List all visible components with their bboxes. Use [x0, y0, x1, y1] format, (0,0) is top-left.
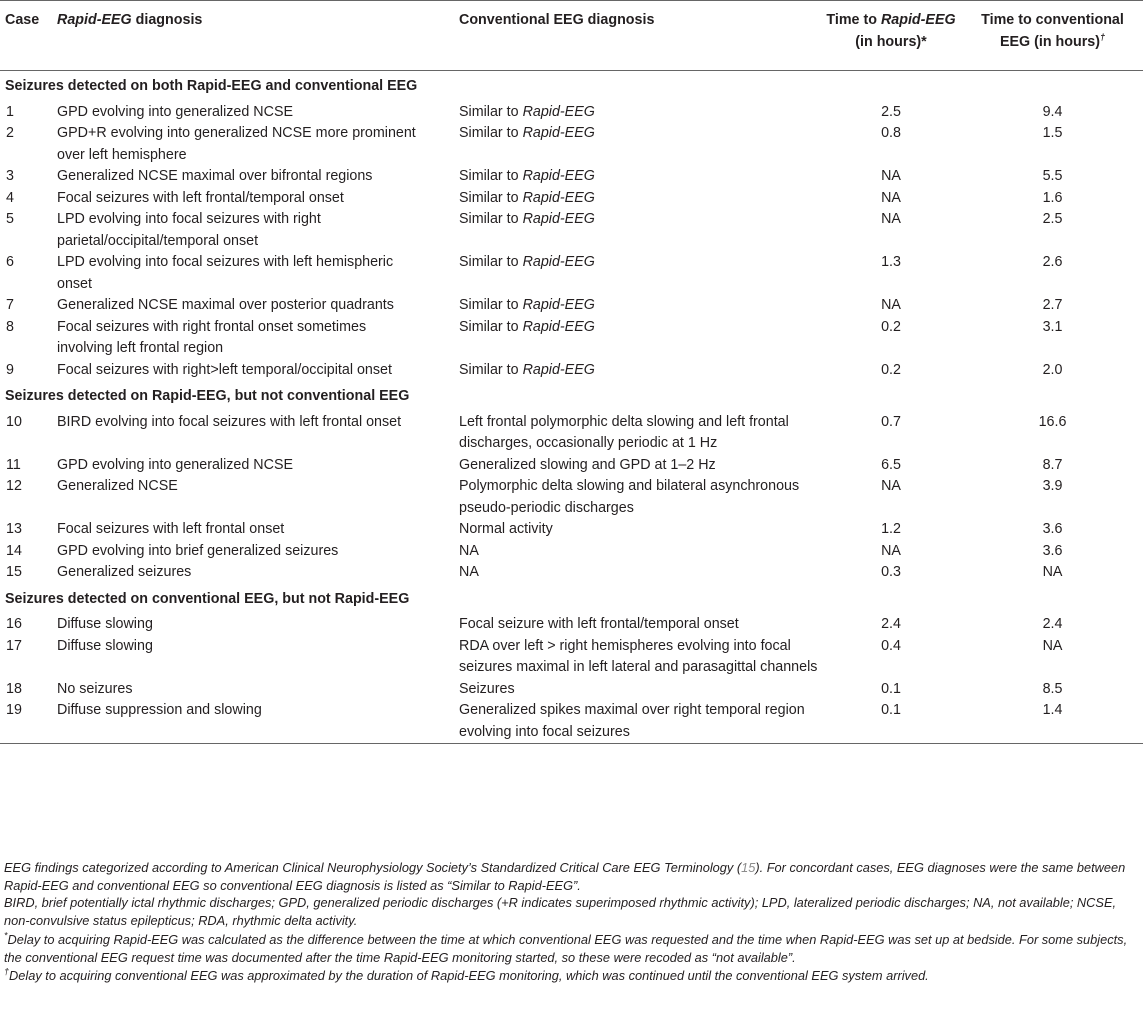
table-row	[0, 123, 1143, 166]
conventional-eeg-diagnosis: Similar to Rapid-EEG	[459, 125, 595, 141]
table-row	[0, 252, 1143, 295]
rapid-eeg-diagnosis: Generalized NCSE	[57, 478, 178, 494]
case-number: 18	[6, 680, 22, 697]
table-row	[0, 166, 1143, 188]
conventional-eeg-diagnosis: NA	[459, 564, 479, 580]
table-row	[0, 188, 1143, 210]
rapid-eeg-diagnosis: Generalized NCSE maximal over posterior quadrants	[57, 297, 394, 313]
section-title: Seizures detected on both Rapid-EEG and conventional EEG	[5, 78, 418, 94]
time-to-rapid-eeg: NA	[881, 168, 901, 184]
table-footnotes	[4, 859, 1140, 984]
time-to-rapid-eeg: NA	[881, 189, 901, 206]
rapid-eeg-diagnosis: GPD evolving into generalized NCSE	[57, 456, 294, 473]
rapid-eeg-diagnosis: LPD evolving into focal seizures with right parietal/occipital/temporal onset	[57, 211, 321, 249]
case-number: 2	[6, 125, 14, 141]
case-number: 8	[6, 318, 14, 335]
table-row	[0, 295, 1143, 317]
rapid-eeg-diagnosis: Generalized seizures	[57, 564, 192, 580]
conventional-eeg-diagnosis: Seizures	[459, 680, 515, 697]
header-rapid-eeg-diagnosis: Rapid-EEG diagnosis	[57, 1, 459, 71]
time-to-conventional-eeg: 2.7	[1042, 297, 1063, 313]
header-case: Case	[0, 1, 57, 71]
table-header	[0, 1, 1143, 71]
conventional-eeg-diagnosis: Generalized slowing and GPD at 1–2 Hz	[459, 456, 716, 473]
table-body	[0, 71, 1143, 744]
conventional-eeg-diagnosis: Similar to Rapid-EEG	[459, 189, 595, 206]
section-header-row	[0, 381, 1143, 408]
time-to-rapid-eeg: 2.5	[881, 103, 901, 120]
conventional-eeg-diagnosis: Similar to Rapid-EEG	[459, 211, 595, 227]
conventional-eeg-diagnosis: RDA over left > right hemispheres evolving into focal seizures maximal in left lateral and parasagittal channels	[459, 637, 818, 675]
time-to-rapid-eeg: 0.7	[881, 413, 901, 430]
time-to-rapid-eeg: 0.4	[881, 637, 901, 654]
header-time-to-rapid-eeg: Time to Rapid-EEG (in hours)*	[820, 1, 962, 71]
time-to-rapid-eeg: 0.2	[881, 318, 901, 335]
rapid-eeg-diagnosis: GPD evolving into brief generalized seizures	[57, 542, 339, 559]
section-header-row	[0, 584, 1143, 611]
conventional-eeg-diagnosis: Focal seizure with left frontal/temporal onset	[459, 616, 739, 632]
footnote-rapid-eeg-delay: *Delay to acquiring Rapid-EEG was calculated as the difference between the time at which conventional EEG was requested and the time when Rapid-EEG was set up at bedside. For some subjects, the conventional EEG request time was documented after the time Rapid-EEG monitoring started, so these were recoded as “not available”.	[4, 931, 1128, 965]
rapid-eeg-diagnosis: GPD evolving into generalized NCSE	[57, 103, 294, 120]
time-to-conventional-eeg: 1.4	[962, 700, 1143, 744]
table-row	[0, 541, 1143, 563]
time-to-conventional-eeg: 2.5	[1042, 211, 1063, 227]
case-number: 19	[0, 700, 57, 744]
time-to-conventional-eeg: 3.6	[1042, 542, 1063, 559]
case-number: 14	[6, 542, 22, 559]
time-to-rapid-eeg: 0.3	[881, 564, 901, 580]
table-row	[0, 700, 1143, 744]
time-to-conventional-eeg: 2.4	[1042, 616, 1063, 632]
case-number: 3	[6, 168, 14, 184]
table-row	[0, 98, 1143, 124]
header-conventional-eeg-diagnosis: Conventional EEG diagnosis	[459, 1, 820, 71]
table-row	[0, 360, 1143, 382]
table-row	[0, 610, 1143, 636]
section-title: Seizures detected on Rapid-EEG, but not conventional EEG	[5, 388, 410, 404]
conventional-eeg-diagnosis: Generalized spikes maximal over right temporal region evolving into focal seizures	[459, 700, 820, 744]
case-number: 6	[6, 254, 14, 270]
time-to-conventional-eeg: 3.6	[1042, 521, 1063, 537]
conventional-eeg-diagnosis: Similar to Rapid-EEG	[459, 254, 595, 270]
footnote-abbreviations: BIRD, brief potentially ictal rhythmic discharges; GPD, generalized periodic discharges (+R indicates superimposed rhythmic activity); LPD, lateralized periodic discharges; NA, not available; NCSE, non-convulsive status epilepticus; RDA, rhythmic delta activity.	[4, 895, 1117, 928]
time-to-conventional-eeg: NA	[1042, 637, 1063, 654]
rapid-eeg-diagnosis: BIRD evolving into focal seizures with left frontal onset	[57, 413, 402, 430]
conventional-eeg-diagnosis: NA	[459, 542, 479, 559]
time-to-conventional-eeg: 2.6	[1042, 254, 1063, 270]
time-to-rapid-eeg: 0.2	[881, 361, 901, 378]
time-to-rapid-eeg: 6.5	[881, 456, 901, 473]
time-to-rapid-eeg: 0.1	[820, 700, 962, 744]
time-to-conventional-eeg: 3.1	[1042, 318, 1063, 335]
time-to-rapid-eeg: 0.8	[881, 125, 901, 141]
table-row	[0, 209, 1143, 252]
case-number: 17	[6, 637, 22, 654]
table-row	[0, 636, 1143, 679]
table-row	[0, 679, 1143, 701]
time-to-rapid-eeg: NA	[881, 211, 901, 227]
case-number: 4	[6, 189, 14, 206]
time-to-conventional-eeg: 2.0	[1042, 361, 1063, 378]
case-number: 1	[6, 103, 14, 120]
table-row	[0, 317, 1143, 360]
time-to-conventional-eeg: 5.5	[1042, 168, 1063, 184]
section-title: Seizures detected on conventional EEG, but not Rapid-EEG	[5, 590, 410, 607]
time-to-conventional-eeg: 1.6	[1042, 189, 1063, 206]
rapid-eeg-diagnosis: Diffuse slowing	[57, 637, 153, 654]
footnote-terminology: EEG findings categorized according to American Clinical Neurophysiology Society’s Standardized Critical Care EEG Terminology (15). For concordant cases, EEG diagnoses were the same between Rapid-EEG and conventional EEG so conventional EEG diagnosis is listed as “Similar to Rapid-EEG”.	[4, 860, 1126, 893]
rapid-eeg-diagnosis: Generalized NCSE maximal over bifrontal regions	[57, 168, 373, 184]
rapid-eeg-diagnosis: Focal seizures with right>left temporal/occipital onset	[57, 361, 392, 378]
time-to-rapid-eeg: 2.4	[881, 616, 901, 632]
time-to-conventional-eeg: 3.9	[1042, 478, 1063, 494]
time-to-conventional-eeg: 8.7	[1042, 456, 1063, 473]
time-to-rapid-eeg: 0.1	[881, 680, 901, 697]
conventional-eeg-diagnosis: Similar to Rapid-EEG	[459, 318, 595, 335]
time-to-rapid-eeg: NA	[881, 542, 901, 559]
rapid-eeg-diagnosis: Focal seizures with left frontal/temporal onset	[57, 189, 344, 206]
rapid-eeg-diagnosis: Focal seizures with right frontal onset sometimes involving left frontal region	[57, 318, 367, 356]
section-header-row	[0, 71, 1143, 98]
rapid-eeg-diagnosis: Diffuse suppression and slowing	[57, 700, 459, 744]
time-to-conventional-eeg: 1.5	[1042, 125, 1063, 141]
case-number: 10	[6, 413, 22, 430]
case-number: 12	[6, 478, 22, 494]
conventional-eeg-diagnosis: Polymorphic delta slowing and bilateral asynchronous pseudo-periodic discharges	[459, 478, 800, 516]
case-number: 15	[6, 564, 22, 580]
conventional-eeg-diagnosis: Similar to Rapid-EEG	[459, 297, 595, 313]
conventional-eeg-diagnosis: Left frontal polymorphic delta slowing and left frontal discharges, occasionally periodic at 1 Hz	[459, 413, 789, 451]
time-to-conventional-eeg: 16.6	[1038, 413, 1067, 430]
conventional-eeg-diagnosis: Normal activity	[459, 521, 553, 537]
time-to-rapid-eeg: NA	[881, 478, 901, 494]
rapid-eeg-diagnosis: LPD evolving into focal seizures with left hemispheric onset	[57, 254, 394, 292]
header-time-to-conventional-eeg: Time to conventional EEG (in hours)†	[962, 1, 1143, 71]
case-number: 7	[6, 297, 14, 313]
rapid-eeg-diagnosis: Focal seizures with left frontal onset	[57, 521, 285, 537]
time-to-rapid-eeg: 1.3	[881, 254, 901, 270]
case-number: 9	[6, 361, 14, 378]
time-to-rapid-eeg: 1.2	[881, 521, 901, 537]
rapid-eeg-diagnosis: Diffuse slowing	[57, 616, 153, 632]
table-row	[0, 562, 1143, 584]
time-to-conventional-eeg: NA	[1042, 564, 1063, 580]
case-number: 13	[6, 521, 22, 537]
conventional-eeg-diagnosis: Similar to Rapid-EEG	[459, 361, 595, 378]
table-row	[0, 455, 1143, 477]
rapid-eeg-diagnosis: GPD+R evolving into generalized NCSE more prominent over left hemisphere	[57, 125, 416, 163]
time-to-rapid-eeg: NA	[881, 297, 901, 313]
case-number: 11	[6, 456, 21, 473]
conventional-eeg-diagnosis: Similar to Rapid-EEG	[459, 168, 595, 184]
table-row	[0, 476, 1143, 519]
case-number: 5	[6, 211, 14, 227]
time-to-conventional-eeg: 8.5	[1042, 680, 1063, 697]
table-row	[0, 408, 1143, 455]
time-to-conventional-eeg: 9.4	[1042, 103, 1063, 120]
rapid-eeg-diagnosis: No seizures	[57, 680, 133, 697]
conventional-eeg-diagnosis: Similar to Rapid-EEG	[459, 103, 595, 120]
case-number: 16	[6, 616, 22, 632]
table-row	[0, 519, 1143, 541]
footnote-conventional-eeg-delay: †Delay to acquiring conventional EEG was approximated by the duration of Rapid-EEG monitoring, which was continued until the conventional EEG system arrived.	[4, 966, 929, 983]
reference-link[interactable]: 15	[741, 860, 756, 875]
